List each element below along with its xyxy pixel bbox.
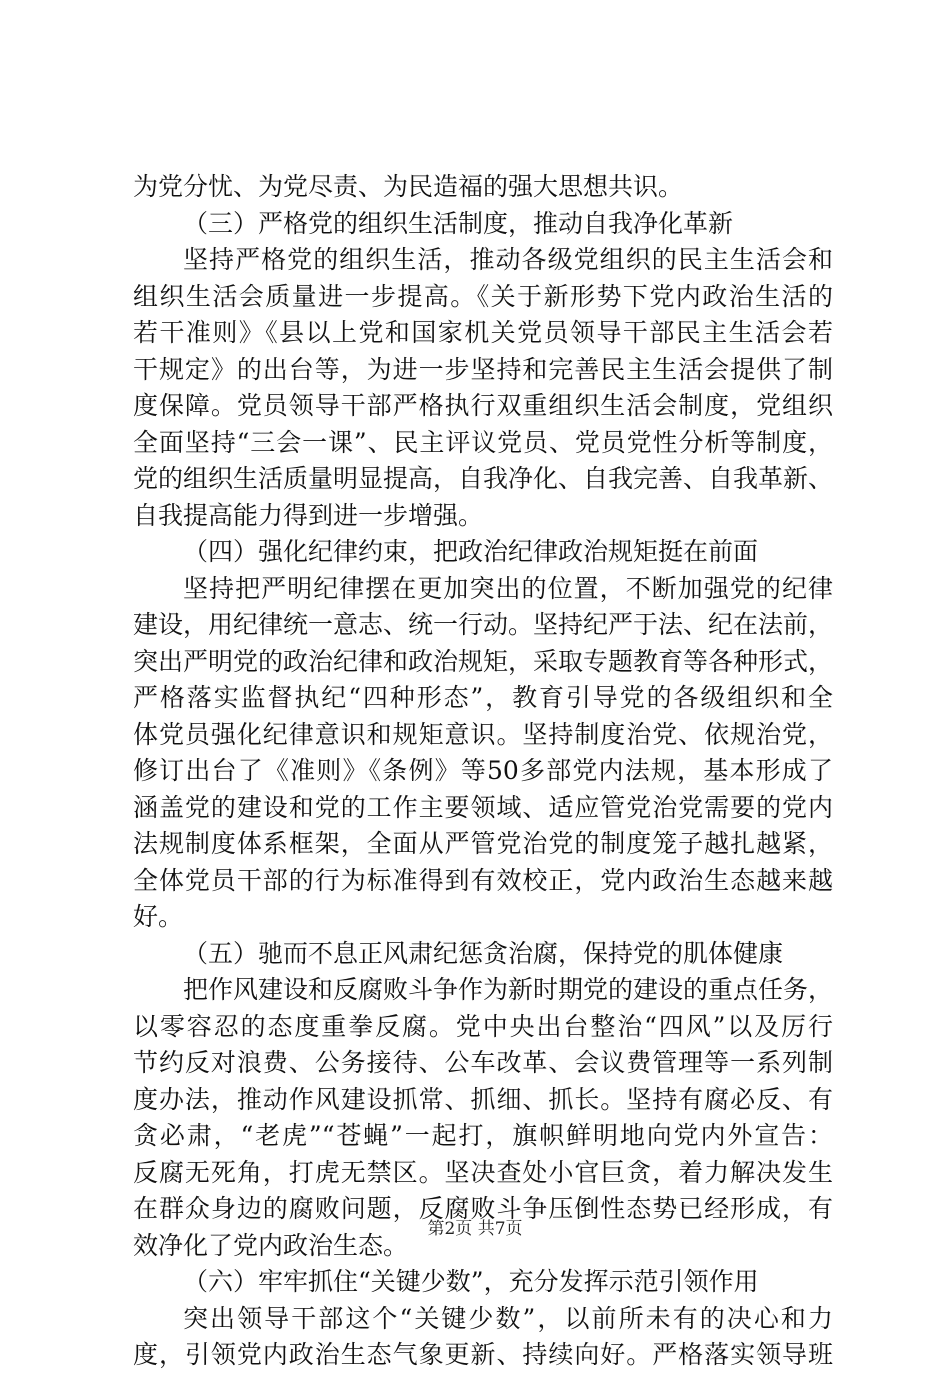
section-heading: （五）驰而不息正风肃纪惩贪治腐，保持党的肌体健康 — [183, 938, 784, 968]
paragraph-line: 度办法，推动作风建设抓常、抓细、抓长。坚持有腐必反、有 — [133, 1084, 833, 1114]
paragraph-line: 体党员强化纪律意识和规矩意识。坚持制度治党、依规治党， — [133, 719, 833, 749]
paragraph-line: 严格落实监督执纪“四种形态”，教育引导党的各级组织和全 — [133, 683, 833, 712]
document-body — [133, 169, 833, 1374]
paragraph-line: 法规制度体系框架，全面从严管党治党的制度笼子越扎越紧， — [133, 829, 833, 858]
paragraph-line: 在群众身边的腐败问题，反腐败斗争压倒性态势已经形成，有 — [133, 1194, 833, 1223]
section-heading: （六）牢牢抓住“关键少数”，充分发挥示范引领作用 — [183, 1267, 759, 1296]
paragraph-line: 坚持把严明纪律摆在更加突出的位置，不断加强党的纪律 — [183, 573, 833, 603]
paragraph-line: 效净化了党内政治生态。 — [133, 1230, 409, 1260]
paragraph-line: 度保障。党员领导干部严格执行双重组织生活会制度，党组织 — [133, 391, 833, 420]
paragraph-line: 自我提高能力得到进一步增强。 — [133, 500, 484, 530]
section-heading: （三）严格党的组织生活制度，推动自我净化革新 — [183, 208, 734, 238]
paragraph-line: 若干准则》《县以上党和国家机关党员领导干部民主生活会若 — [133, 318, 833, 347]
section-heading: （四）强化纪律约束，把政治纪律政治规矩挺在前面 — [183, 537, 759, 566]
paragraph-line: 突出严明党的政治纪律和政治规矩，采取专题教育等各种形式， — [133, 646, 834, 676]
paragraph-line: 突出领导干部这个“关键少数”，以前所未有的决心和力 — [183, 1303, 833, 1333]
paragraph-line: 涵盖党的建设和党的工作主要领域、适应管党治党需要的党内 — [133, 792, 833, 822]
page-footer: 第2页 共7页 — [427, 1219, 523, 1239]
paragraph-line: 组织生活会质量进一步提高。《关于新形势下党内政治生活的 — [133, 281, 833, 311]
paragraph-line: 节约反对浪费、公务接待、公车改革、会议费管理等一系列制 — [133, 1048, 833, 1077]
paragraph-line: 建设，用纪律统一意志、统一行动。坚持纪严于法、纪在法前， — [133, 610, 834, 639]
paragraph-line: 把作风建设和反腐败斗争作为新时期党的建设的重点任务， — [183, 975, 834, 1004]
paragraph-line: 为党分忧、为党尽责、为民造福的强大思想共识。 — [133, 172, 684, 201]
paragraph-line: 全体党员干部的行为标准得到有效校正，党内政治生态越来越 — [133, 865, 833, 895]
paragraph-line: 以零容忍的态度重拳反腐。党中央出台整治“四风”以及厉行 — [133, 1011, 833, 1041]
paragraph-line: 度，引领党内政治生态气象更新、持续向好。严格落实领导班 — [133, 1340, 833, 1369]
paragraph-line: 反腐无死角，打虎无禁区。坚决查处小官巨贪，着力解决发生 — [133, 1157, 833, 1187]
paragraph-line: 坚持严格党的组织生活，推动各级党组织的民主生活会和 — [183, 245, 833, 274]
paragraph-line: 修订出台了《准则》《条例》等50多部党内法规，基本形成了 — [133, 756, 833, 785]
paragraph-line: 贪必肃，“老虎”“苍蝇”一起打，旗帜鲜明地向党内外宣告： — [133, 1121, 833, 1150]
paragraph-line: 干规定》的出台等，为进一步坚持和完善民主生活会提供了制 — [133, 354, 833, 384]
paragraph-line: 好。 — [133, 902, 184, 931]
paragraph-line: 全面坚持“三会一课”、民主评议党员、党员党性分析等制度， — [133, 427, 833, 457]
paragraph-line: 党的组织生活质量明显提高，自我净化、自我完善、自我革新、 — [133, 464, 834, 493]
